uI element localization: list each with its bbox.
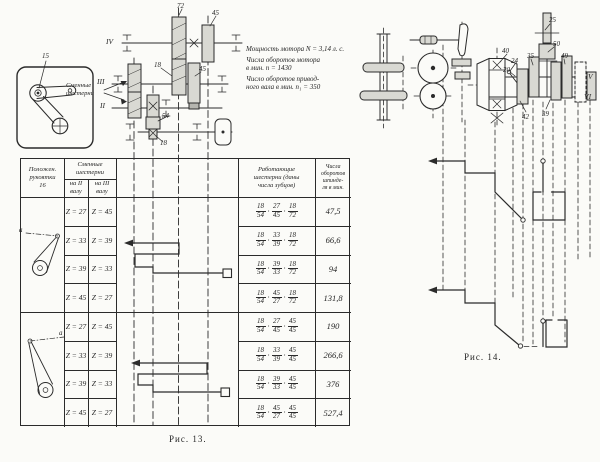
gear-ratio-cell bbox=[238, 312, 315, 341]
fraction bbox=[288, 261, 298, 277]
shaft-label-vi: VI bbox=[584, 92, 592, 101]
mult-dot: · bbox=[267, 321, 270, 331]
header-spindle-rpm bbox=[315, 159, 351, 197]
gear-label-18-bottom: 18 bbox=[160, 139, 167, 147]
gear-label-54: 54 bbox=[162, 112, 169, 120]
mult-dot: · bbox=[283, 235, 286, 245]
z-shaft-ii-cell: Z = 33 bbox=[65, 235, 87, 245]
den: 27 bbox=[273, 412, 280, 421]
num: 18 bbox=[257, 346, 264, 355]
num: 18 bbox=[289, 202, 296, 211]
motor-note-line5: ного вала в мин. n₁ = 350 bbox=[246, 82, 321, 91]
mult-dot: · bbox=[267, 264, 270, 274]
header-handle-position bbox=[21, 159, 64, 197]
den: 45 bbox=[289, 325, 296, 334]
den: 72 bbox=[289, 239, 296, 248]
den: 72 bbox=[289, 210, 296, 219]
gear-label-45-top: 45 bbox=[212, 9, 219, 17]
fig14-belt-pulleys bbox=[418, 53, 448, 109]
fraction bbox=[288, 405, 298, 421]
den: 27 bbox=[273, 297, 280, 306]
num: 18 bbox=[257, 317, 264, 326]
gear-ratio-cell bbox=[238, 283, 315, 312]
num: 18 bbox=[289, 231, 296, 240]
den: 45 bbox=[289, 383, 296, 392]
num: 45 bbox=[289, 346, 296, 355]
num: 27 bbox=[273, 202, 280, 211]
mult-dot: · bbox=[283, 379, 286, 389]
header-shaft-iii bbox=[88, 179, 116, 197]
num: 33 bbox=[273, 346, 280, 355]
gear-label-25: 25 bbox=[549, 16, 556, 24]
den: 45 bbox=[289, 354, 296, 363]
fraction bbox=[272, 290, 282, 306]
fraction bbox=[288, 376, 298, 392]
fraction bbox=[256, 318, 266, 334]
gear-ratio-cell bbox=[238, 370, 315, 399]
fraction bbox=[288, 347, 298, 363]
z-shaft-ii-cell: Z = 39 bbox=[65, 264, 87, 274]
z-shaft-iii-cell: Z = 39 bbox=[91, 235, 113, 245]
num: 18 bbox=[289, 259, 296, 268]
fig13-gear-train bbox=[104, 9, 242, 145]
z-shaft-ii-cell: Z = 45 bbox=[65, 293, 87, 303]
gear-label-24: 24 bbox=[511, 57, 518, 65]
den: 54 bbox=[257, 412, 264, 421]
den: 54 bbox=[257, 210, 264, 219]
header-line: Сменные bbox=[77, 161, 103, 169]
fig14-caption: Рис. 14. bbox=[464, 352, 502, 362]
gear-ratio-cell bbox=[238, 341, 315, 370]
fraction bbox=[256, 232, 266, 248]
mult-dot: · bbox=[283, 350, 286, 360]
z-shaft-ii-cell: Z = 33 bbox=[65, 350, 87, 360]
header-line: числа зубцов) bbox=[257, 181, 296, 189]
shaft-label-ii: II bbox=[100, 101, 105, 110]
num: 39 bbox=[273, 374, 280, 383]
header-line: шпинде- bbox=[322, 178, 344, 184]
motor-note-line2: Числа оборотов мотора bbox=[246, 56, 321, 64]
den: 54 bbox=[257, 354, 264, 363]
header-line: оборотов bbox=[321, 170, 345, 177]
num: 18 bbox=[257, 374, 264, 383]
header-line: валу bbox=[70, 188, 82, 195]
num: 45 bbox=[289, 317, 296, 326]
den: 45 bbox=[273, 210, 280, 219]
fraction bbox=[288, 232, 298, 248]
num: 45 bbox=[273, 288, 280, 297]
gear-label-35: 35 bbox=[527, 52, 534, 60]
gear-label-39: 39 bbox=[542, 110, 549, 118]
den: 39 bbox=[273, 239, 280, 248]
num: 18 bbox=[257, 288, 264, 297]
num: 18 bbox=[257, 202, 264, 211]
num: 45 bbox=[273, 403, 280, 412]
fraction bbox=[272, 318, 282, 334]
num: 18 bbox=[257, 403, 264, 412]
den: 72 bbox=[289, 268, 296, 277]
z-shaft-iii-cell: Z = 45 bbox=[91, 321, 113, 331]
den: 45 bbox=[273, 325, 280, 334]
mult-dot: · bbox=[267, 379, 270, 389]
rpm-cell: 527,4 bbox=[323, 407, 343, 418]
header-line: шестерни (даны bbox=[253, 174, 300, 182]
header-line: Положен. bbox=[28, 166, 57, 174]
den: 54 bbox=[257, 297, 264, 306]
motor-note-line1: Мощность мотора N = 3,14 л. с. bbox=[246, 45, 345, 53]
header-replaceable-gears bbox=[64, 159, 116, 179]
rpm-cell: 66,6 bbox=[325, 235, 341, 246]
rpm-cell: 266,6 bbox=[323, 350, 343, 361]
header-working-gears bbox=[238, 159, 315, 197]
fig13-handle-inset bbox=[17, 61, 93, 148]
gear-ratio-cell bbox=[238, 197, 315, 226]
fraction bbox=[288, 290, 298, 306]
handle-inset-label: 15 bbox=[42, 52, 49, 60]
gear-label-18-mid: 18 bbox=[154, 61, 161, 69]
num: 18 bbox=[257, 231, 264, 240]
handle-position-a-label-1: а bbox=[19, 226, 23, 234]
gear-ratio-cell bbox=[238, 255, 315, 284]
mult-dot: · bbox=[267, 235, 270, 245]
gear-label-50: 50 bbox=[553, 40, 560, 48]
header-line: Работающие bbox=[257, 166, 296, 174]
den: 33 bbox=[273, 268, 280, 277]
num: 18 bbox=[257, 259, 264, 268]
num: 45 bbox=[289, 374, 296, 383]
rpm-cell: 190 bbox=[326, 321, 340, 332]
rpm-cell: 376 bbox=[326, 378, 340, 389]
shaft-label-v: V bbox=[588, 72, 593, 81]
header-line: 16 bbox=[39, 181, 46, 189]
den: 54 bbox=[257, 383, 264, 392]
fraction bbox=[272, 376, 282, 392]
fraction bbox=[272, 232, 282, 248]
num: 33 bbox=[273, 231, 280, 240]
gear-ratio-cell bbox=[238, 398, 315, 427]
mult-dot: · bbox=[267, 206, 270, 216]
fraction bbox=[256, 347, 266, 363]
fraction bbox=[288, 203, 298, 219]
num: 45 bbox=[289, 403, 296, 412]
num: 18 bbox=[289, 288, 296, 297]
rpm-cell: 47,5 bbox=[325, 206, 341, 217]
z-shaft-ii-cell: Z = 27 bbox=[65, 321, 87, 331]
fraction bbox=[256, 376, 266, 392]
mult-dot: · bbox=[267, 408, 270, 418]
z-shaft-ii-cell: Z = 27 bbox=[65, 206, 87, 216]
header-line: валу bbox=[96, 188, 108, 195]
header-line: ля в мин. bbox=[322, 185, 344, 192]
mult-dot: · bbox=[267, 350, 270, 360]
fig14-shift-diagram-upper bbox=[428, 158, 565, 223]
replaceable-gears-note-line2: шестерни bbox=[66, 90, 94, 97]
z-shaft-ii-cell: Z = 45 bbox=[65, 408, 87, 418]
fraction bbox=[256, 290, 266, 306]
header-line: на II bbox=[69, 180, 83, 188]
handle-position-a-label-2: а bbox=[59, 329, 63, 337]
gear-label-20: 20 bbox=[503, 66, 510, 74]
z-shaft-iii-cell: Z = 33 bbox=[91, 379, 113, 389]
motor-note-line3: в мин. n = 1430 bbox=[246, 63, 292, 72]
gear-label-72: 72 bbox=[177, 2, 184, 10]
num: 27 bbox=[273, 317, 280, 326]
header-line: Числа bbox=[325, 163, 341, 170]
den: 39 bbox=[273, 354, 280, 363]
den: 54 bbox=[257, 268, 264, 277]
mult-dot: · bbox=[283, 206, 286, 216]
fraction bbox=[272, 347, 282, 363]
z-shaft-iii-cell: Z = 27 bbox=[91, 408, 113, 418]
fraction bbox=[256, 203, 266, 219]
header-line: рукоятки bbox=[29, 174, 56, 182]
fraction bbox=[272, 261, 282, 277]
den: 54 bbox=[257, 325, 264, 334]
header-line: на III bbox=[94, 180, 110, 188]
header-shaft-ii bbox=[64, 179, 88, 197]
den: 33 bbox=[273, 383, 280, 392]
gear-ratio-cell bbox=[238, 226, 315, 255]
header-line: шестерни bbox=[76, 169, 104, 176]
z-shaft-iii-cell: Z = 27 bbox=[91, 293, 113, 303]
shaft-label-iii: III bbox=[97, 77, 105, 86]
mult-dot: · bbox=[283, 408, 286, 418]
z-shaft-iii-cell: Z = 39 bbox=[91, 350, 113, 360]
speed-table bbox=[20, 158, 350, 426]
z-shaft-iii-cell: Z = 33 bbox=[91, 264, 113, 274]
mult-dot: · bbox=[283, 264, 286, 274]
num: 39 bbox=[273, 259, 280, 268]
den: 72 bbox=[289, 297, 296, 306]
fraction bbox=[272, 203, 282, 219]
gear-label-45-mid: 45 bbox=[199, 65, 206, 73]
fraction bbox=[256, 405, 266, 421]
gear-label-42: 42 bbox=[522, 113, 529, 121]
z-shaft-iii-cell: Z = 45 bbox=[91, 206, 113, 216]
motor-note-line4: Число оборотов привод- bbox=[246, 75, 320, 83]
fraction bbox=[288, 318, 298, 334]
fig14-shift-diagram-lower bbox=[428, 287, 567, 349]
fraction bbox=[272, 405, 282, 421]
rpm-cell: 94 bbox=[328, 263, 338, 274]
mult-dot: · bbox=[283, 321, 286, 331]
fraction bbox=[256, 261, 266, 277]
fig13-caption: Рис. 13. bbox=[169, 434, 207, 444]
z-shaft-ii-cell: Z = 39 bbox=[65, 379, 87, 389]
shaft-label-iv: IV bbox=[106, 37, 114, 46]
mult-dot: · bbox=[267, 293, 270, 303]
den: 54 bbox=[257, 239, 264, 248]
gear-label-40: 40 bbox=[502, 47, 509, 55]
den: 45 bbox=[289, 412, 296, 421]
replaceable-gears-note-line1: Сменные bbox=[66, 82, 92, 89]
rpm-cell: 131,8 bbox=[323, 292, 343, 303]
mult-dot: · bbox=[283, 293, 286, 303]
gear-label-49: 49 bbox=[561, 52, 568, 60]
